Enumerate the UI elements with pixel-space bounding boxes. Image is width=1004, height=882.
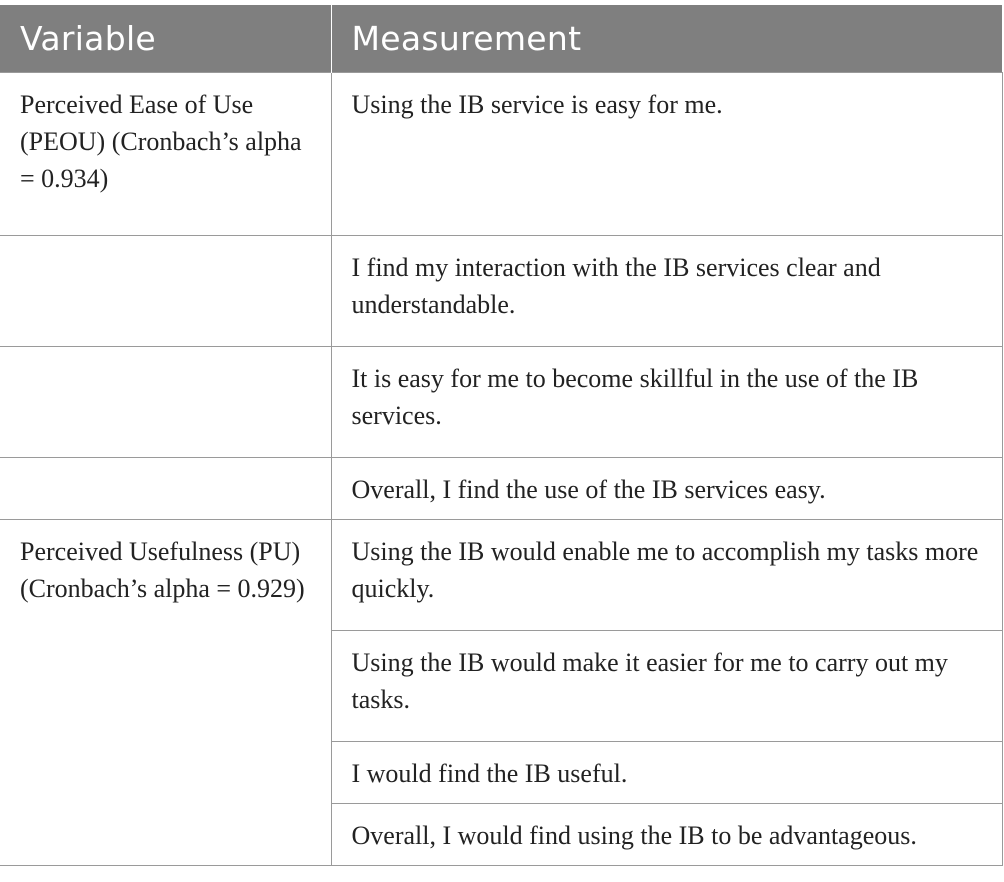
measurement-cell: I find my interaction with the IB services clear and understandable. xyxy=(331,236,1002,347)
measurement-cell: I would find the IB useful. xyxy=(331,742,1002,804)
table-row xyxy=(0,73,1002,236)
measurement-cell: Using the IB would enable me to accomplish my tasks more quickly. xyxy=(331,520,1002,631)
measurement-cell: Using the IB would make it easier for me to carry out my tasks. xyxy=(331,631,1002,742)
measurement-table xyxy=(0,5,1003,866)
table-row xyxy=(0,520,1002,631)
measurement-cell: Overall, I would find using the IB to be advantageous. xyxy=(331,804,1002,866)
header-measurement: Measurement xyxy=(331,5,1002,73)
measurement-cell: Using the IB service is easy for me. xyxy=(331,73,1002,236)
variable-cell-empty xyxy=(0,347,331,458)
measurement-table-container xyxy=(0,5,1002,866)
variable-cell-peou: Perceived Ease of Use (PEOU) (Cronbach’s alpha = 0.934) xyxy=(0,73,331,236)
measurement-cell: It is easy for me to become skillful in the use of the IB services. xyxy=(331,347,1002,458)
header-variable: Variable xyxy=(0,5,331,73)
table-row xyxy=(0,236,1002,347)
table-row xyxy=(0,458,1002,520)
variable-cell-pu: Perceived Usefulness (PU) (Cronbach’s alpha = 0.929) xyxy=(0,520,331,866)
variable-cell-empty xyxy=(0,458,331,520)
measurement-cell: Overall, I find the use of the IB services easy. xyxy=(331,458,1002,520)
table-header-row xyxy=(0,5,1002,73)
variable-cell-empty xyxy=(0,236,331,347)
table-row xyxy=(0,347,1002,458)
